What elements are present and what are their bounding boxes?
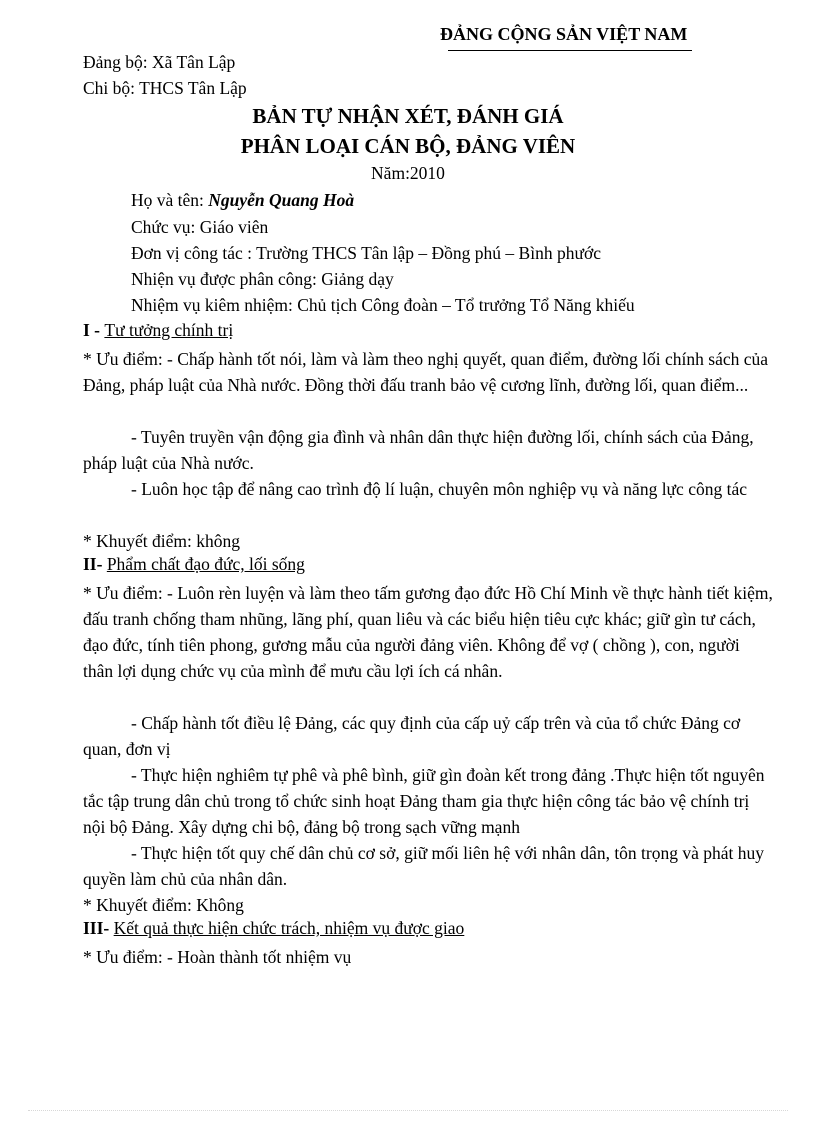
section-3-title: Kết quả thực hiện chức trách, nhiệm vụ được giao	[113, 918, 465, 938]
position-row: Chức vụ: Giáo viên	[131, 217, 269, 237]
section-1-advantage: * Ưu điểm: - Chấp hành tốt nói, làm và làm theo nghị quyết, quan điểm, đường lối chính sách của Đảng, pháp luật của Nhà nước. Đồng thời đấu tranh bảo vệ cương lĩnh, đường lối, quan điểm...	[83, 349, 769, 395]
section-3-number: III-	[83, 918, 114, 938]
section-2-item-2: - Thực hiện nghiêm tự phê và phê bình, giữ gìn đoàn kết trong đảng .Thực hiện tốt nguyên tắc tập trung dân chủ trong tổ chức sinh hoạt Đảng tham gia thực hiện công tác bảo vệ chính trị nội bộ Đảng. Xây dựng chi bộ, đảng bộ trong sạch vững mạnh	[83, 765, 765, 837]
unit-row: Đơn vị công tác : Trường THCS Tân lập – Đồng phú – Bình phước	[131, 243, 601, 263]
section-3-advantage: * Ưu điểm: - Hoàn thành tốt nhiệm vụ	[83, 947, 352, 967]
page-bottom-dotted-line	[28, 1110, 788, 1111]
section-1-item-2: - Luôn học tập để nâng cao trình độ lí luận, chuyên môn nghiệp vụ và năng lực công tác	[131, 479, 747, 499]
section-2-item-1: - Chấp hành tốt điều lệ Đảng, các quy định của cấp uỷ cấp trên và của tổ chức Đảng cơ quan, đơn vị	[83, 713, 741, 759]
assigned-task-row: Nhiện vụ được phân công: Giảng dạy	[131, 269, 394, 289]
section-2-heading	[83, 554, 305, 575]
party-name: ĐẢNG CỘNG SẢN VIỆT NAM	[440, 24, 688, 44]
section-1-title: Tư tưởng chính trị	[104, 320, 234, 340]
section-2-title: Phẩm chất đạo đức, lối sống	[106, 554, 305, 574]
section-3-heading	[83, 918, 464, 939]
section-1-weakness: * Khuyết điểm: không	[83, 531, 240, 551]
header-underline	[448, 50, 692, 51]
section-2-item-3: - Thực hiện tốt quy chế dân chủ cơ sở, giữ mối liên hệ với nhân dân, tôn trọng và phát huy quyền làm chủ của nhân dân.	[83, 843, 765, 889]
name-value: Nguyễn Quang Hoà	[208, 190, 355, 210]
section-2-advantage: * Ưu điểm: - Luôn rèn luyện và làm theo tấm gương đạo đức Hồ Chí Minh về thực hành tiết kiệm, đấu tranh chống tham nhũng, lãng phí, quan liêu và các biểu hiện tiêu cực khác; giữ gìn tư cách, đạo đức, tính tiên phong, gương mẫu của người đảng viên. Không để vợ ( chồng ), con, người thân lợi dụng chức vụ của mình để mưu cầu lợi ích cá nhân.	[83, 583, 773, 681]
title-line-1: BẢN TỰ NHẬN XÉT, ĐÁNH GIÁ	[252, 104, 564, 128]
chi-bo: Chi bộ: THCS Tân Lập	[83, 78, 247, 98]
name-row	[131, 190, 354, 211]
report-year: Năm:2010	[371, 163, 445, 183]
dang-bo: Đảng bộ: Xã Tân Lập	[83, 52, 236, 72]
title-line-2: PHÂN LOẠI CÁN BỘ, ĐẢNG VIÊN	[240, 134, 576, 158]
section-2-weakness: * Khuyết điểm: Không	[83, 895, 244, 915]
section-1-item-1: - Tuyên truyền vận động gia đình và nhân dân thực hiện đường lối, chính sách của Đảng, pháp luật của Nhà nước.	[83, 427, 754, 473]
section-2-number: II-	[83, 554, 107, 574]
name-label: Họ và tên:	[131, 190, 209, 210]
section-1-heading	[83, 320, 233, 341]
section-1-number: I -	[83, 320, 105, 340]
concurrent-task-row: Nhiệm vụ kiêm nhiệm: Chủ tịch Công đoàn – Tổ trưởng Tổ Năng khiếu	[131, 295, 635, 315]
